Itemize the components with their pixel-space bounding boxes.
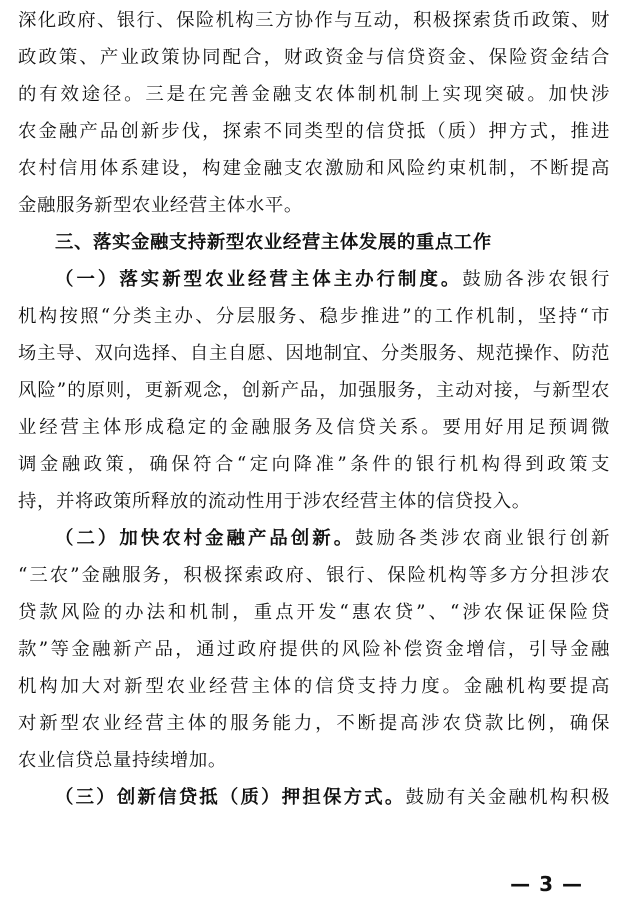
body-text-line: 深化政府、银行、保险机构三方协作与互动，积极探索货币政策、财 xyxy=(18,10,610,31)
body-text-line: 农村信用体系建设，构建金融支农激励和风险约束机制，不断提高 xyxy=(18,158,610,179)
body-text-line: 机构按照“分类主办、分层服务、稳步推进”的工作机制，坚持“市 xyxy=(18,306,610,327)
document-page xyxy=(18,2,610,816)
body-text-line: 政政策、产业政策协同配合，财政资金与信贷资金、保险资金结合 xyxy=(18,47,610,68)
body-text: 鼓励各涉农银行 xyxy=(462,269,610,290)
body-text-line: 风险”的原则，更新观念，创新产品，加强服务，主动对接，与新型农 xyxy=(18,380,610,401)
body-text-line: 农业信贷总量持续增加。 xyxy=(18,750,227,771)
body-text-line: 机构加大对新型农业经营主体的信贷支持力度。金融机构要提高 xyxy=(18,676,610,697)
body-text-line: 场主导、双向选择、自主自愿、因地制宜、分类服务、规范操作、防范 xyxy=(18,343,610,364)
body-text-line: 的有效途径。三是在完善金融支农体制机制上实现突破。加快涉 xyxy=(18,84,610,105)
item-title: （二）加快农村金融产品创新。 xyxy=(55,528,356,549)
page-number: — 3 — xyxy=(510,872,583,896)
body-text-line: 贷款风险的办法和机制，重点开发“惠农贷”、“涉农保证保险贷 xyxy=(18,602,610,623)
item-first-line xyxy=(18,520,610,557)
body-text-line: 对新型农业经营主体的服务能力，不断提高涉农贷款比例，确保 xyxy=(18,713,610,734)
body-text-line: 持，并将政策所释放的流动性用于涉农经营主体的信贷投入。 xyxy=(18,491,531,512)
body-text-line: 业经营主体形成稳定的金融服务及信贷关系。要用好用足预调微 xyxy=(18,417,610,438)
item-title: （三）创新信贷抵（质）押担保方式。 xyxy=(55,787,406,808)
body-text: 鼓励各类涉农商业银行创新 xyxy=(355,528,610,549)
item-first-line xyxy=(18,261,610,298)
item-title: （一）落实新型农业经营主体主办行制度。 xyxy=(55,269,463,290)
body-text-line: 金融服务新型农业经营主体水平。 xyxy=(18,195,303,216)
body-text-line: 农金融产品创新步伐，探索不同类型的信贷抵（质）押方式，推进 xyxy=(18,121,610,142)
body-text-line: “三农”金融服务，积极探索政府、银行、保险机构等多方分担涉农 xyxy=(18,565,610,586)
body-text: 鼓励有关金融机构积极 xyxy=(405,787,610,808)
body-text-line: 款”等金融新产品，通过政府提供的风险补偿资金增信，引导金融 xyxy=(18,639,610,660)
section-heading: 三、落实金融支持新型农业经营主体发展的重点工作 xyxy=(55,232,492,253)
body-text-line: 调金融政策，确保符合“定向降准”条件的银行机构得到政策支 xyxy=(18,454,610,475)
item-first-line xyxy=(18,779,610,816)
